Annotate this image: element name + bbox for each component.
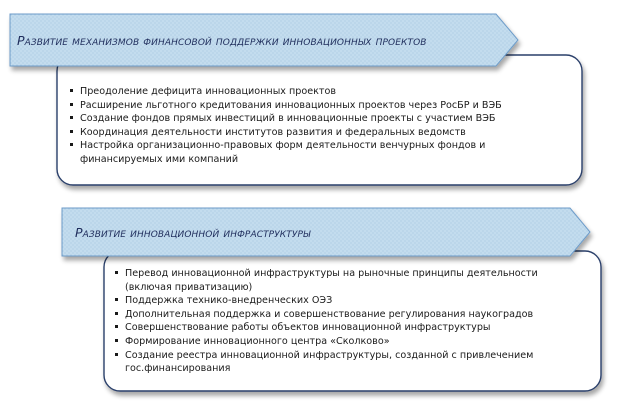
block1-list [69, 85, 539, 167]
block2-list [114, 267, 564, 376]
block1-item-2: Расширение льготного кредитования инновационных проектов через РосБР и ВЭБ [69, 99, 539, 113]
block2-item-4: Совершенствование работы объектов инновационной инфраструктуры [114, 321, 564, 335]
block2-item-2: Поддержка технико-внедренческих ОЭЗ [114, 294, 564, 308]
block2-title [75, 210, 555, 254]
block1-title-text: Развитие механизмов финансовой поддержки инновационных проектов [17, 32, 427, 48]
block2-item-6: Создание реестра инновационной инфраструктуры, созданной с привлечением гос.финансирования [114, 349, 564, 376]
block2-title-text: Развитие инновационной инфраструктуры [75, 224, 311, 240]
block1-item-4: Координация деятельности институтов развития и федеральных ведомств [69, 126, 539, 140]
block1-item-3: Создание фондов прямых инвестиций в инновационные проекты с участием ВЭБ [69, 112, 539, 126]
block1-item-5: Настройка организационно-правовых форм деятельности венчурных фондов и финансируемых ими компаний [69, 139, 539, 166]
block2-item-3: Дополнительная поддержка и совершенствование регулирования наукоградов [114, 308, 564, 322]
block1-item-1: Преодоление дефицита инновационных проектов [69, 85, 539, 99]
block1-title [17, 16, 487, 64]
block2-item-1: Перевод инновационной инфраструктуры на рыночные принципы деятельности (включая приватизацию) [114, 267, 564, 294]
block2-item-5: Формирование инновационного центра «Сколково» [114, 335, 564, 349]
